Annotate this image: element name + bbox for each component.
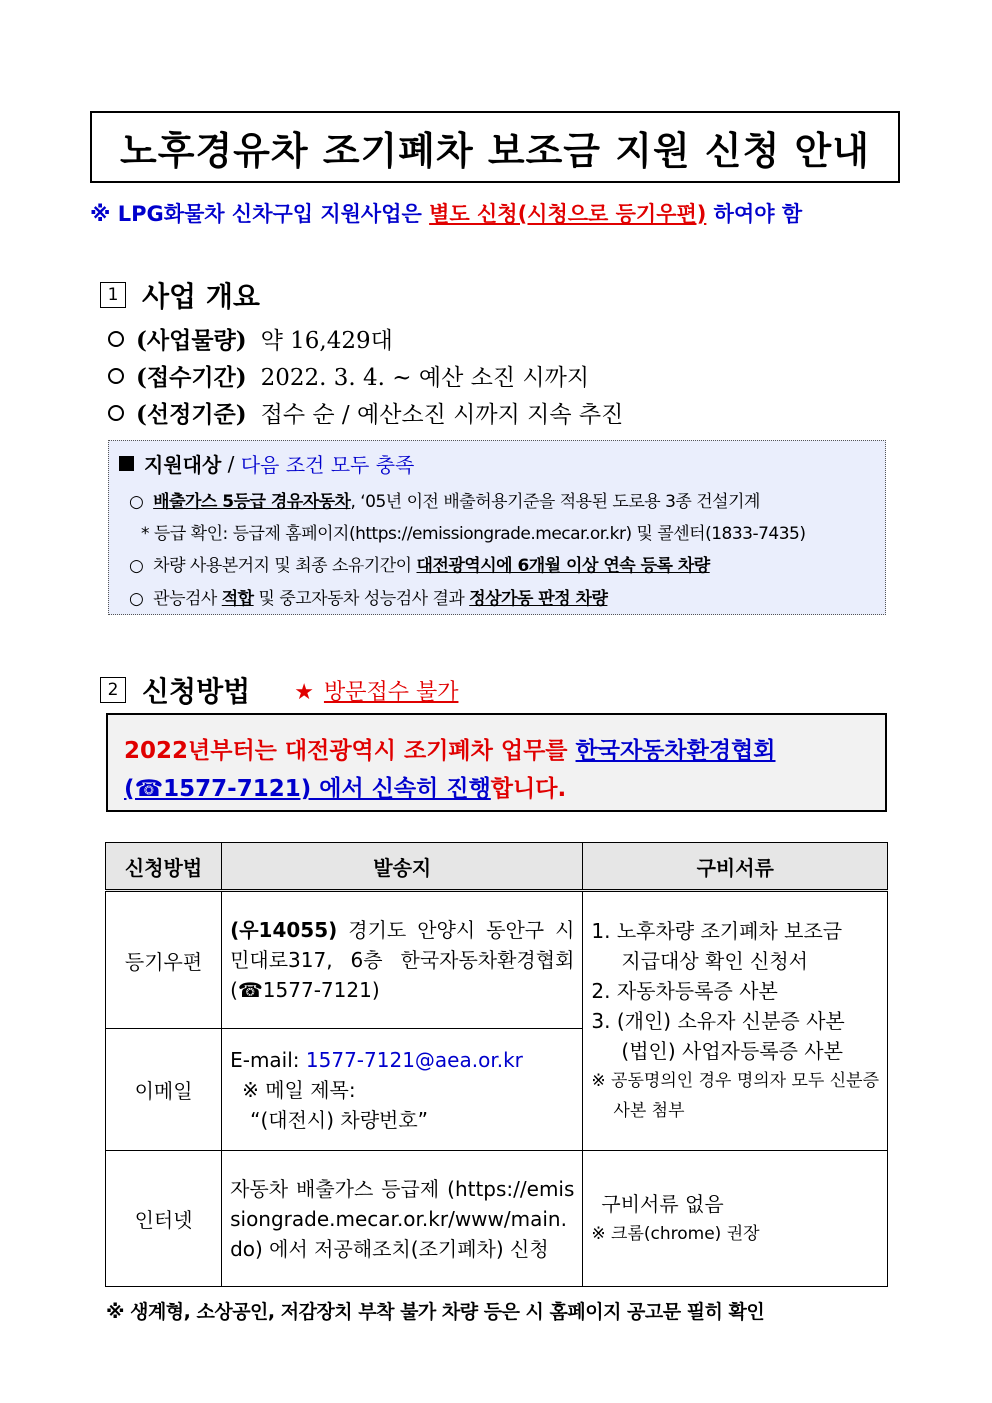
- internet-cell: 자동차 배출가스 등급제 (https://emissiongrade.mecar.or.kr/www/main.do) 에서 저공해조치(조기폐차) 신청: [222, 1151, 583, 1287]
- no-docs: 구비서류 없음: [601, 1191, 724, 1216]
- target-line-4: ○ 관능검사 적합 및 중고자동차 성능검사 결과 정상가동 판정 차량: [129, 589, 608, 609]
- target-heading-sep: /: [221, 451, 241, 476]
- section1-title: 사업 개요: [142, 280, 260, 313]
- overview-label: (접수기간): [136, 364, 247, 391]
- doc-item: 1. 노후차량 조기폐차 보조금: [591, 919, 843, 943]
- highlight-agency-name: 한국자동차환경협회: [575, 738, 776, 764]
- table-header-row: [106, 843, 888, 891]
- internet-docs-cell: [583, 1151, 888, 1287]
- section-number-box: 1: [100, 282, 126, 308]
- target-line-1-rest: , ‘05년 이전 배출허용기준을 적용된 도로용 3종 건설기계: [350, 492, 760, 512]
- target-heading: [119, 449, 414, 478]
- doc-item: (법인) 사업자등록증 사본: [621, 1039, 843, 1063]
- method-cell: 인터넷: [106, 1151, 222, 1287]
- target-line-4-mid: 및 중고자동차 성능검사 결과: [253, 589, 470, 609]
- footer-note: ※ 생계형, 소상공인, 저감장치 부착 불가 차량 등은 시 홈페이지 공고문 필히 확인: [106, 1301, 765, 1323]
- doc-note: ※ 공동명의인 경우 명의자 모두 신분증: [591, 1071, 879, 1091]
- highlight-line-1: [124, 732, 776, 765]
- no-visit-text: 방문접수 불가: [323, 679, 459, 705]
- highlight-red-1: 2022년부터는 대전광역시 조기폐차 업무를: [124, 738, 576, 764]
- doc-item: 지급대상 확인 신청서: [621, 949, 809, 973]
- notice-red: 별도 신청(시청으로 등기우편): [429, 202, 707, 226]
- target-line-3-pre: 차량 사용본거지 및 최종 소유기간이: [153, 556, 417, 576]
- overview-label: (사업물량): [136, 327, 247, 354]
- email-label: E-mail:: [230, 1047, 306, 1072]
- target-line-4-emph1: 적합: [221, 589, 254, 609]
- overview-row: [108, 359, 589, 392]
- overview-row: [108, 396, 623, 429]
- overview-value: 약 16,429대: [260, 328, 393, 354]
- highlight-red-2: 합니다.: [490, 776, 567, 802]
- target-line-1-emph: 배출가스 5등급 경유자동차: [153, 492, 351, 512]
- square-bullet-icon: [119, 456, 134, 471]
- email-address[interactable]: 1577-7121@aea.or.kr: [305, 1047, 523, 1072]
- target-line-4-pre: 관능검사: [153, 589, 222, 609]
- notice-suffix: 하여야 함: [706, 202, 803, 226]
- page-title: 노후경유차 조기폐차 보조금 지원 신청 안내: [90, 111, 900, 183]
- target-heading-condition: 다음 조건 모두 충족: [240, 453, 415, 477]
- highlight-agency-phone: (☎1577-7121) 에서 신속히 진행: [124, 776, 491, 802]
- overview-label: (선정기준): [136, 401, 247, 428]
- lpg-notice: [90, 198, 902, 228]
- target-line-3-emph: 대전광역시에 6개월 이상 연속 등록 차량: [416, 556, 710, 576]
- target-line-4-emph2: 정상가동 판정 차량: [469, 589, 608, 609]
- notice-prefix: ※ LPG화물차 신차구입 지원사업은: [90, 202, 430, 226]
- section2-heading: [100, 670, 458, 710]
- circle-bullet-icon: [108, 405, 124, 421]
- support-target-box: [108, 440, 886, 615]
- target-line-1: ○ 배출가스 5등급 경유자동차, ‘05년 이전 배출허용기준을 적용된 도로용 3종 건설기계: [129, 492, 760, 512]
- required-docs-cell: [583, 891, 888, 1151]
- section2-title: 신청방법: [142, 675, 251, 708]
- doc-item: 2. 자동차등록증 사본: [591, 979, 778, 1003]
- mail-note: ※ 메일 제목:: [242, 1077, 356, 1102]
- table-row: [106, 1151, 888, 1287]
- email-cell: [222, 1029, 583, 1151]
- target-line-3: ○ 차량 사용본거지 및 최종 소유기간이 대전광역시에 6개월 이상 연속 등록 차량: [129, 556, 710, 576]
- circle-bullet-icon: [108, 331, 124, 347]
- overview-value: 접수 순 / 예산소진 시까지 지속 추진: [260, 402, 624, 428]
- target-line-2: * 등급 확인: 등급제 홈페이지(https://emissiongrade.mecar.or.kr) 및 콜센터(1833-7435): [141, 524, 806, 544]
- circle-bullet-icon: [108, 368, 124, 384]
- method-cell: 이메일: [106, 1029, 222, 1151]
- agency-highlight-box: [106, 713, 887, 812]
- table-header: 신청방법: [106, 843, 222, 891]
- section1-heading: [100, 275, 260, 315]
- address-text: 경기도 안양시 동안구 시민대로317, 6층 한국자동차환경협회 (☎1577-7121): [230, 918, 575, 1002]
- table-row: [106, 891, 888, 1029]
- overview-value: 2022. 3. 4. ~ 예산 소진 시까지: [260, 365, 590, 391]
- application-method-table: [105, 842, 888, 1287]
- address-cell: [222, 891, 583, 1029]
- doc-item: 3. (개인) 소유자 신분증 사본: [591, 1009, 845, 1033]
- table-header: 구비서류: [583, 843, 888, 891]
- table-header: 발송지: [222, 843, 583, 891]
- doc-note: 사본 첨부: [613, 1101, 685, 1121]
- overview-row: [108, 322, 393, 355]
- star-icon: ★: [294, 679, 314, 705]
- mail-subject: “(대전시) 차량번호”: [250, 1107, 429, 1132]
- section-number-box: 2: [100, 677, 126, 703]
- method-cell: 등기우편: [106, 891, 222, 1029]
- target-heading-label: 지원대상: [144, 453, 222, 477]
- postal-code: (우14055): [230, 918, 338, 942]
- highlight-line-2: [124, 770, 566, 803]
- email-line: [230, 1045, 574, 1075]
- chrome-note: ※ 크롬(chrome) 권장: [591, 1223, 760, 1244]
- no-visit-note: [294, 675, 458, 706]
